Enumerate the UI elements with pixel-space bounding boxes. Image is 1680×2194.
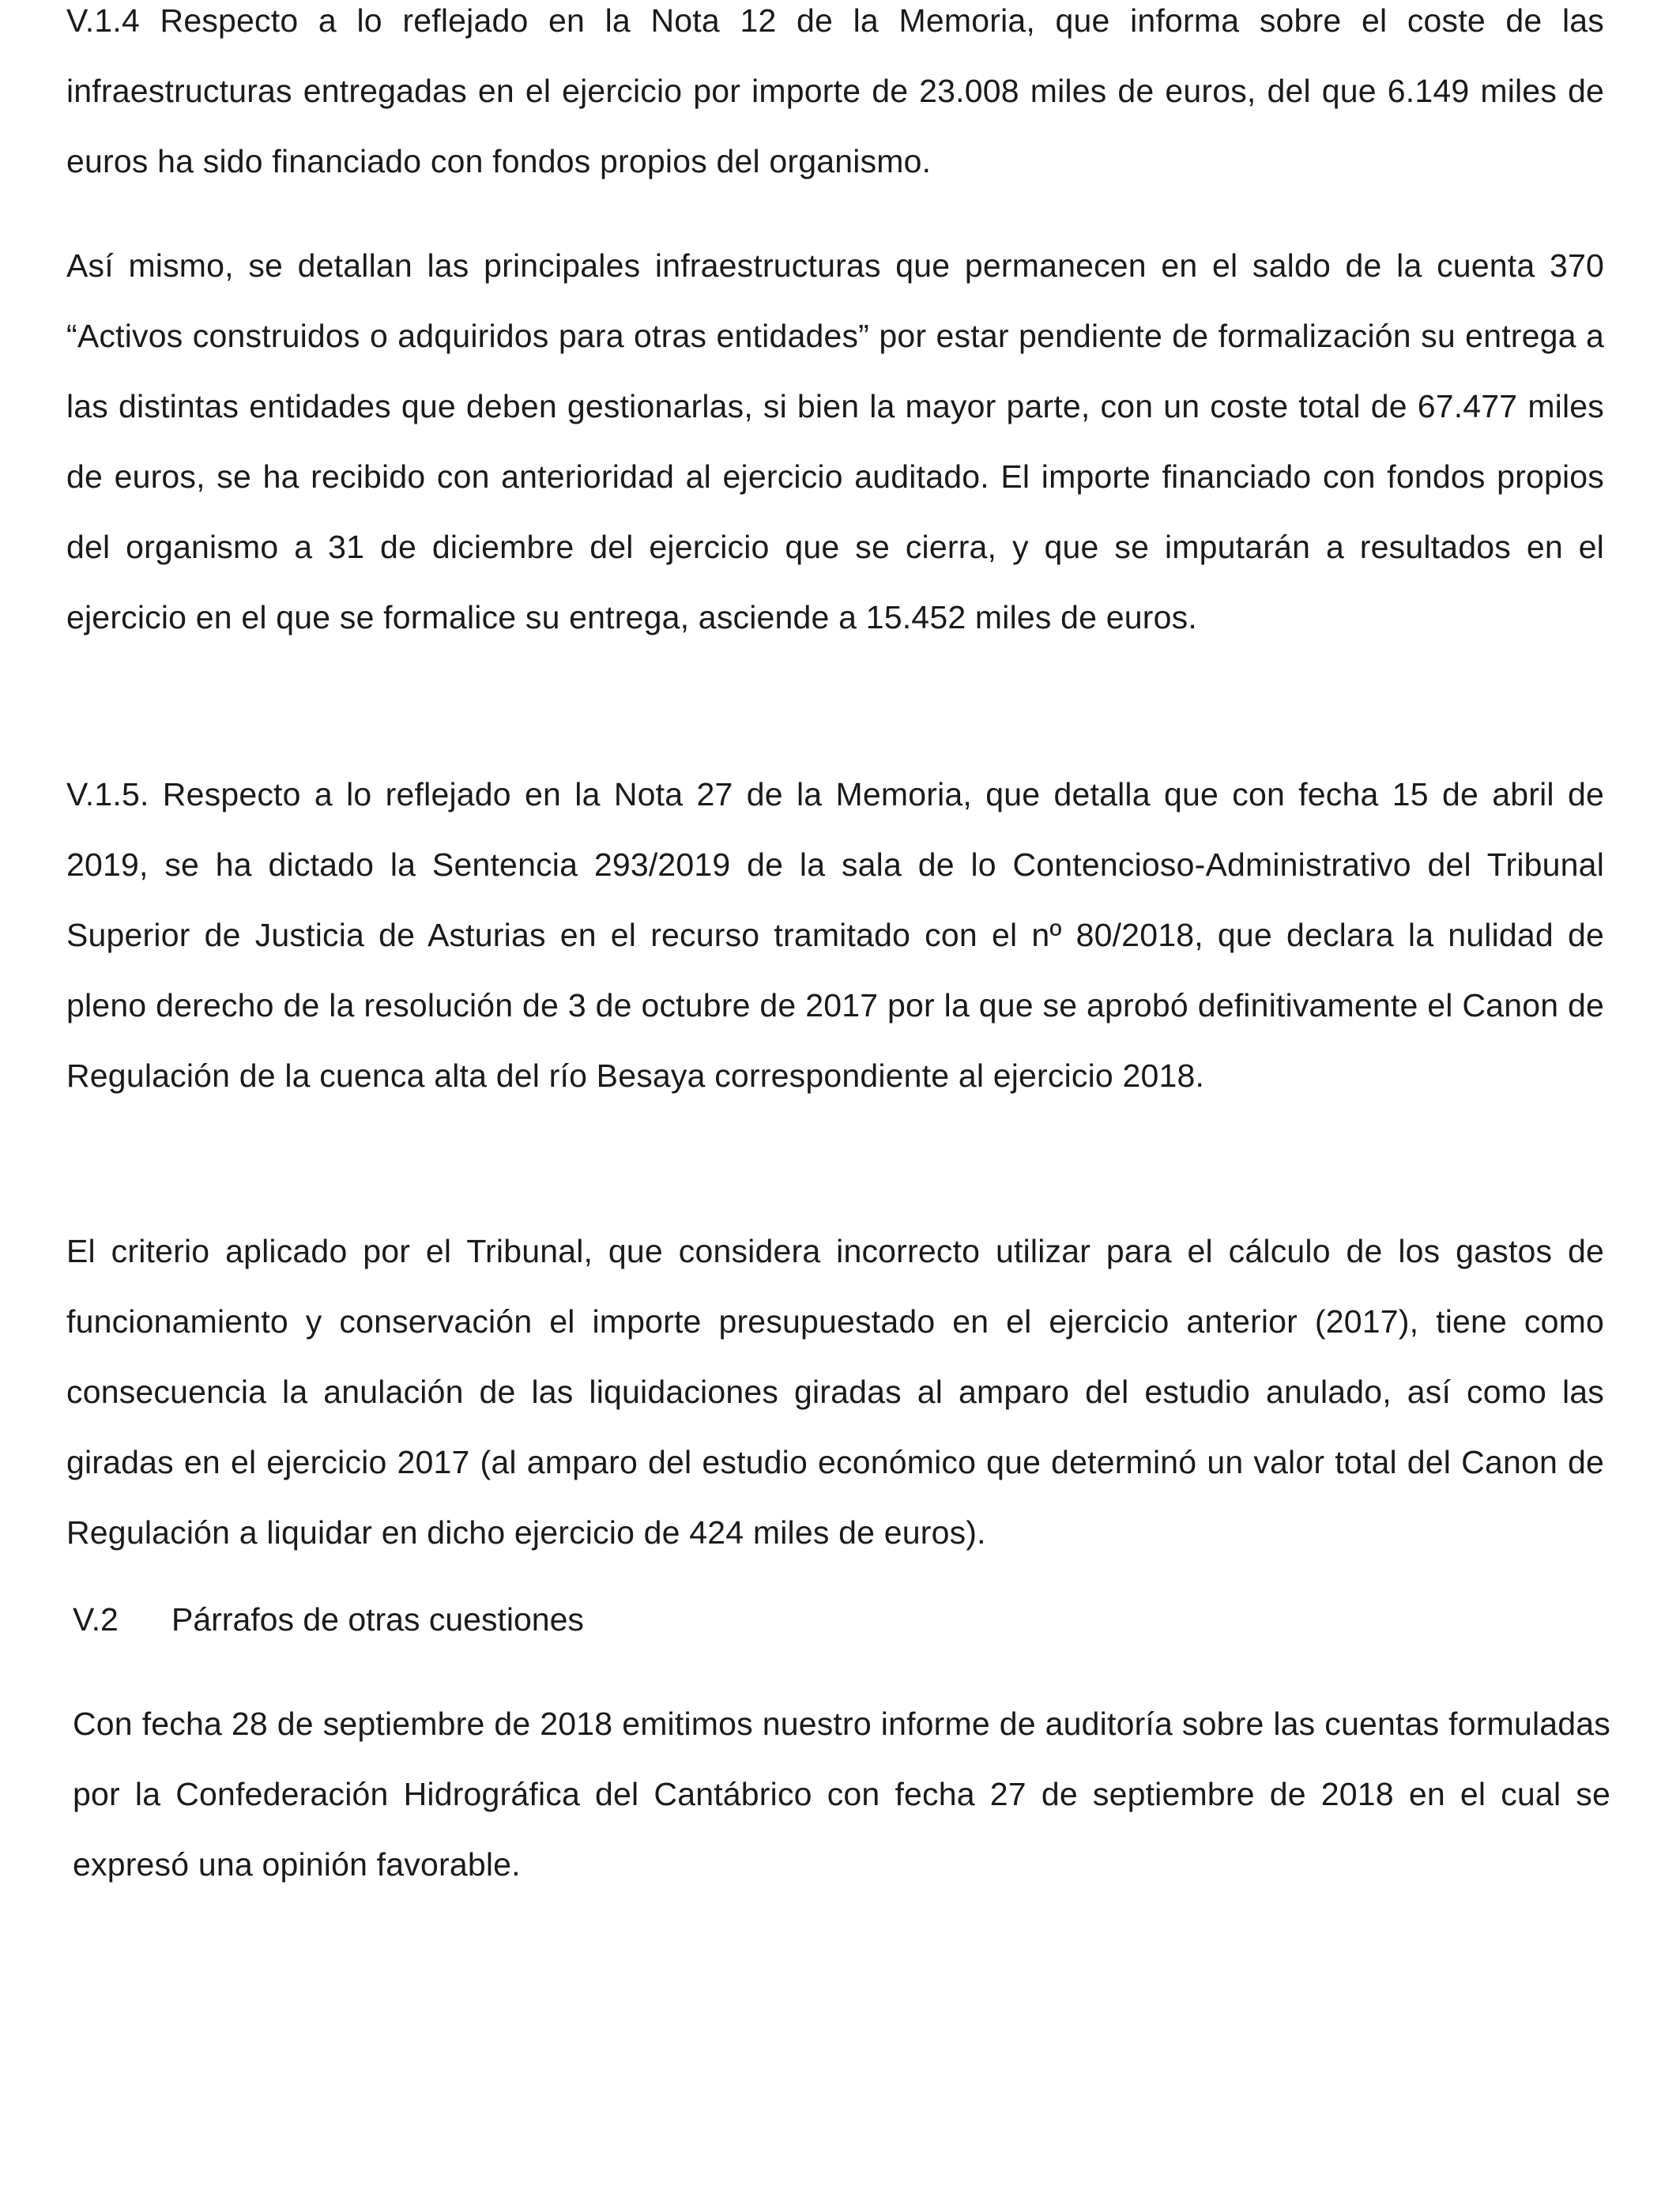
paragraph-criterio-tribunal: El criterio aplicado por el Tribunal, que considera incorrecto utilizar para el cálculo de los gastos de funcionamiento y conservación el importe presupuestado en el ejercicio anterior (2017), tiene como consecuencia la anulación de las liquidaciones giradas al amparo del estudio anulado, así como las giradas en el ejercicio 2017 (al amparo del estudio económico que determinó un valor total del Canon de Regulación a liquidar en dicho ejercicio de 424 miles de euros).	[66, 1233, 1604, 1551]
section-title: Párrafos de otras cuestiones	[171, 1601, 584, 1638]
section-number: V.2	[73, 1601, 119, 1638]
paragraph-informe-auditoria: Con fecha 28 de septiembre de 2018 emitimos nuestro informe de auditoría sobre las cuentas formuladas por la Confederación Hidrográfica del Cantábrico con fecha 27 de septiembre de 2018 en el cual se expresó una opinión favorable.	[73, 1706, 1610, 1883]
paragraph-v-1-5: V.1.5. Respecto a lo reflejado en la Nota 27 de la Memoria, que detalla que con fecha 15 de abril de 2019, se ha dictado la Sentencia 293/2019 de la sala de lo Contencioso-Administrativo del Tribunal Superior de Justicia de Asturias en el recurso tramitado con el nº 80/2018, que declara la nulidad de pleno derecho de la resolución de 3 de octubre de 2017 por la que se aprobó definitivamente el Canon de Regulación de la cuenca alta del río Besaya correspondiente al ejercicio 2018.	[66, 776, 1604, 1094]
paragraph-cuenta-370: Así mismo, se detallan las principales infraestructuras que permanecen en el saldo de la cuenta 370 “Activos construidos o adquiridos para otras entidades” por estar pendiente de formalización su entrega a las distintas entidades que deben gestionarlas, si bien la mayor parte, con un coste total de 67.477 miles de euros, se ha recibido con anterioridad al ejercicio auditado. El importe financiado con fondos propios del organismo a 31 de diciembre del ejercicio que se cierra, y que se imputarán a resultados en el ejercicio en el que se formalice su entrega, asciende a 15.452 miles de euros.	[66, 247, 1604, 635]
paragraph-v-1-4: V.1.4 Respecto a lo reflejado en la Nota 12 de la Memoria, que informa sobre el coste de las infraestructuras entregadas en el ejercicio por importe de 23.008 miles de euros, del que 6.149 miles de euros ha sido financiado con fondos propios del organismo.	[66, 2, 1604, 179]
section-heading-v-2	[73, 1585, 584, 1655]
